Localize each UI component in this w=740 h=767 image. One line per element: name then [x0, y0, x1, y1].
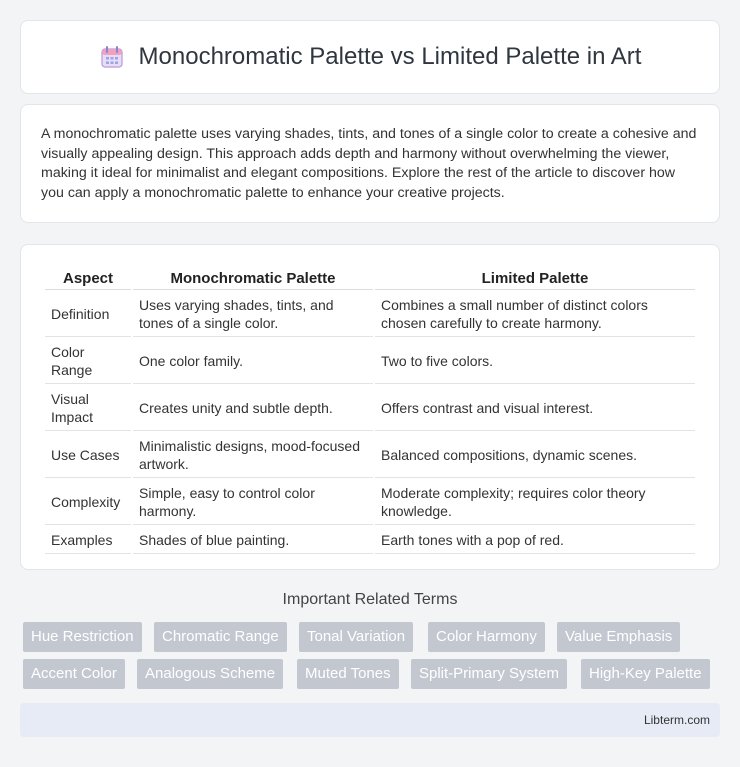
cell-monochromatic: Simple, easy to control color harmony. [133, 480, 373, 525]
table-row [45, 292, 695, 337]
related-term-tag[interactable]: Color Harmony [428, 622, 545, 652]
table-row [45, 386, 695, 431]
cell-aspect: Definition [45, 292, 131, 337]
comparison-table-card [20, 244, 720, 570]
page-title: Monochromatic Palette vs Limited Palette in Art [138, 43, 642, 70]
table-row [45, 527, 695, 554]
related-term-tag[interactable]: Hue Restriction [23, 622, 142, 652]
cell-limited: Moderate complexity; requires color theory knowledge. [375, 480, 695, 525]
related-term-tag[interactable]: Value Emphasis [557, 622, 680, 652]
cell-monochromatic: Minimalistic designs, mood-focused artwork. [133, 433, 373, 478]
related-terms-title: Important Related Terms [282, 591, 458, 608]
header-aspect: Aspect [45, 267, 131, 290]
related-term-tag[interactable]: High-Key Palette [581, 659, 710, 689]
footer [20, 703, 720, 737]
table-row [45, 433, 695, 478]
cell-limited: Earth tones with a pop of red. [375, 527, 695, 554]
cell-aspect: Visual Impact [45, 386, 131, 431]
cell-monochromatic: One color family. [133, 339, 373, 384]
footer-site-link[interactable]: Libterm.com [643, 713, 710, 727]
intro-card [20, 104, 720, 223]
cell-aspect: Examples [45, 527, 131, 554]
calendar-icon [99, 44, 125, 70]
related-term-tag[interactable]: Tonal Variation [299, 622, 413, 652]
header-limited: Limited Palette [375, 267, 695, 290]
table-row [45, 339, 695, 384]
intro-text: A monochromatic palette uses varying shades, tints, and tones of a single color to create a cohesive and visually appealing design. This approach adds depth and harmony without overwhelming the viewer, making it ideal for minimalist and elegant compositions. Explore the rest of the article to discover how you can apply a monochromatic palette to enhance your creative projects. [41, 126, 697, 201]
cell-limited: Offers contrast and visual interest. [375, 386, 695, 431]
cell-monochromatic: Shades of blue painting. [133, 527, 373, 554]
related-term-tag[interactable]: Muted Tones [297, 659, 399, 689]
related-term-tag[interactable]: Split-Primary System [411, 659, 567, 689]
cell-limited: Combines a small number of distinct colors chosen carefully to create harmony. [375, 292, 695, 337]
table-header-row [45, 267, 695, 290]
related-term-tag[interactable]: Analogous Scheme [137, 659, 283, 689]
title-card [20, 20, 720, 94]
cell-monochromatic: Creates unity and subtle depth. [133, 386, 373, 431]
cell-limited: Two to five colors. [375, 339, 695, 384]
comparison-table [43, 265, 697, 556]
related-term-tag[interactable]: Accent Color [23, 659, 125, 689]
cell-aspect: Complexity [45, 480, 131, 525]
cell-monochromatic: Uses varying shades, tints, and tones of a single color. [133, 292, 373, 337]
table-row [45, 480, 695, 525]
related-term-tag[interactable]: Chromatic Range [154, 622, 287, 652]
header-monochromatic: Monochromatic Palette [133, 267, 373, 290]
cell-aspect: Color Range [45, 339, 131, 384]
cell-limited: Balanced compositions, dynamic scenes. [375, 433, 695, 478]
cell-aspect: Use Cases [45, 433, 131, 478]
